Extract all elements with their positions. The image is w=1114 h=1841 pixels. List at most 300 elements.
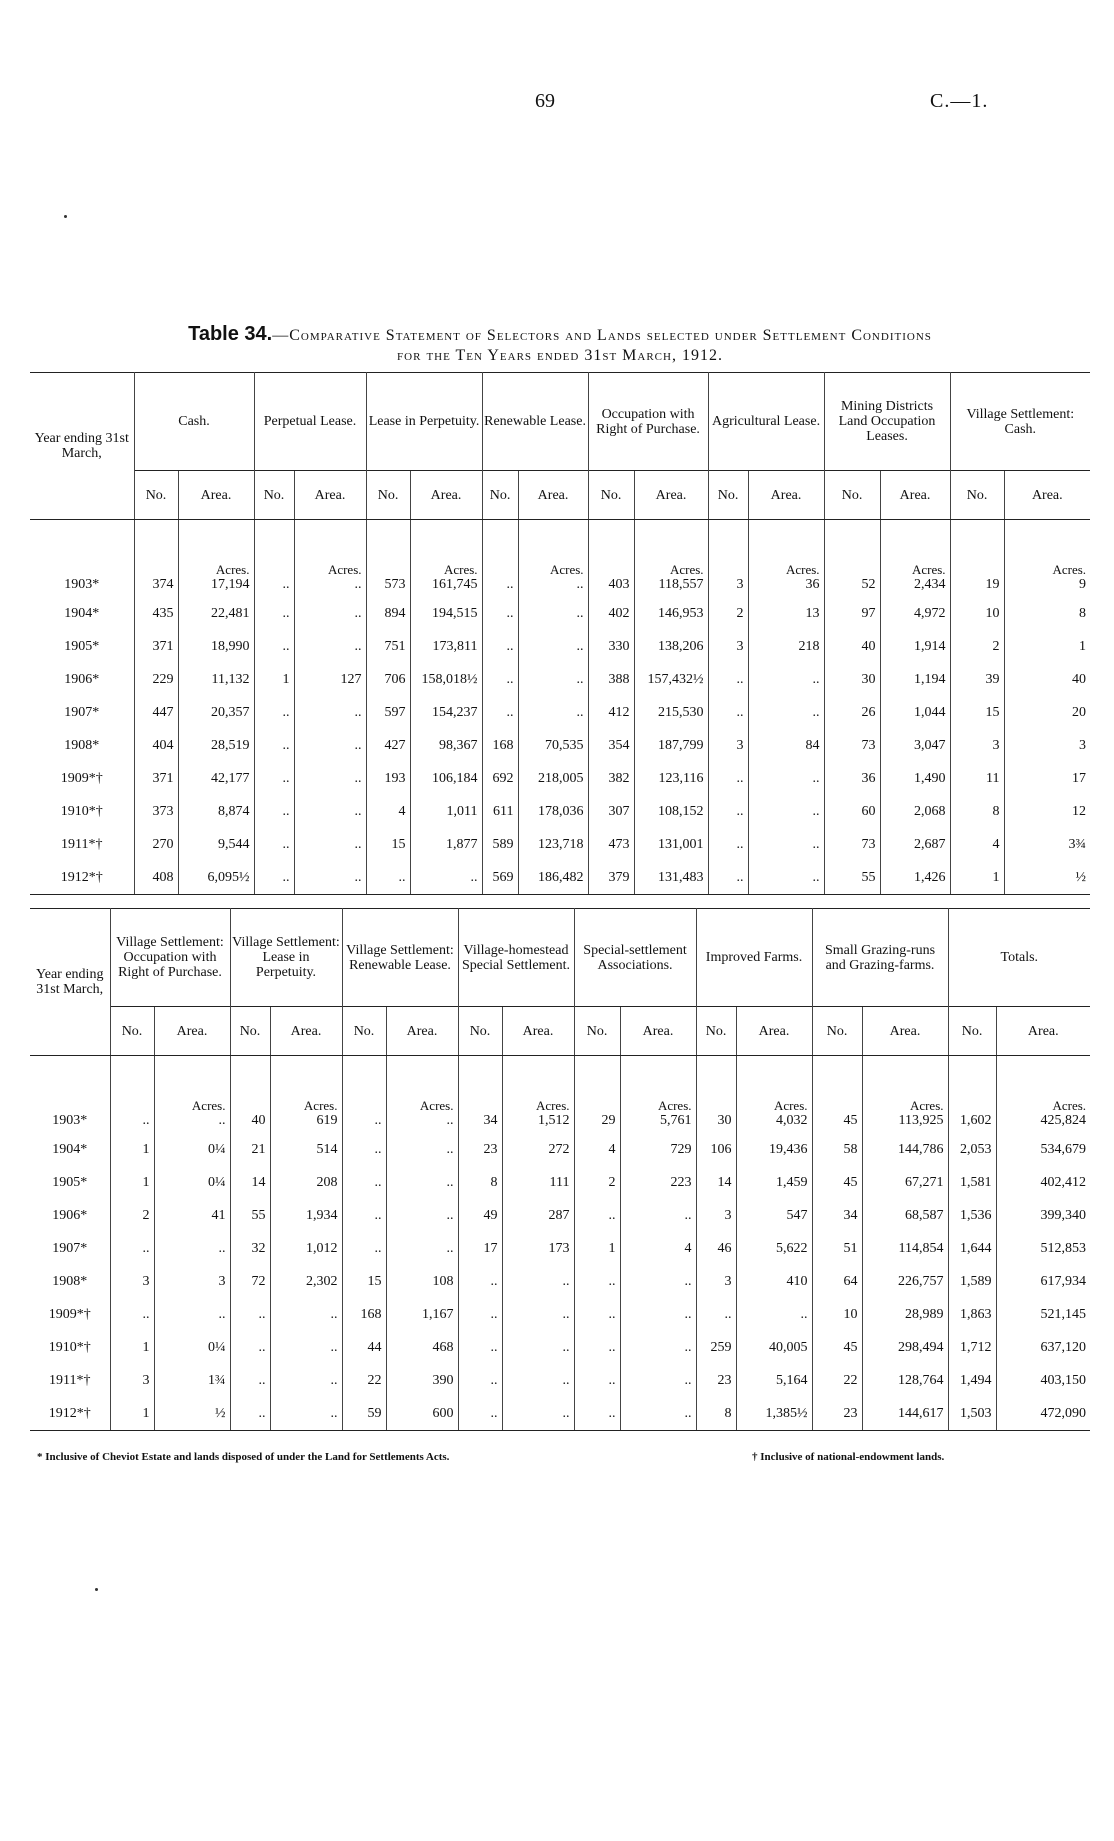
group-header: Special-settlement Associations. bbox=[574, 909, 696, 1007]
number-cell: 51 bbox=[812, 1232, 862, 1265]
number-cell: 270 bbox=[134, 828, 178, 861]
year-cell: 1908* bbox=[64, 737, 100, 753]
number-cell: .. bbox=[708, 663, 748, 696]
number-cell: 1,581 bbox=[948, 1166, 996, 1199]
area-cell: ½ bbox=[1004, 861, 1090, 895]
number-cell: 8 bbox=[458, 1166, 502, 1199]
number-cell: .. bbox=[574, 1331, 620, 1364]
number-cell: .. bbox=[708, 861, 748, 895]
acres-unit-label: Acres. bbox=[443, 562, 478, 577]
area-cell: 3 bbox=[1004, 729, 1090, 762]
group-header: Mining Districts Land Occupation Leases. bbox=[824, 373, 950, 471]
area-cell: 128,764 bbox=[862, 1364, 948, 1397]
area-value: 619 bbox=[316, 1113, 338, 1128]
area-cell: .. bbox=[294, 630, 366, 663]
area-cell: .. bbox=[518, 597, 588, 630]
year-column-header: Year ending 31st March, bbox=[30, 909, 110, 1056]
area-value: 36 bbox=[805, 577, 820, 592]
number-cell: 611 bbox=[482, 795, 518, 828]
table-body bbox=[30, 520, 1090, 895]
year-cell: 1909*† bbox=[48, 1306, 91, 1322]
area-cell: 1,459 bbox=[736, 1166, 812, 1199]
number-cell: 307 bbox=[588, 795, 634, 828]
area-cell: .. bbox=[270, 1364, 342, 1397]
area-cell: 514 bbox=[270, 1133, 342, 1166]
acres-unit-label: Acres. bbox=[535, 1098, 570, 1113]
number-cell: 8 bbox=[950, 795, 1004, 828]
number-cell: 3 bbox=[708, 553, 748, 597]
area-cell: .. bbox=[502, 1331, 574, 1364]
area-cell: .. bbox=[386, 1232, 458, 1265]
year-cell: 1911*† bbox=[61, 836, 103, 852]
year-cell: 1910*† bbox=[60, 803, 103, 819]
area-cell: 158,018½ bbox=[410, 663, 482, 696]
number-cell: 2 bbox=[574, 1166, 620, 1199]
area-column-header: Area. bbox=[294, 471, 366, 520]
area-value: .. bbox=[446, 1113, 454, 1128]
number-cell: .. bbox=[482, 630, 518, 663]
number-cell: 597 bbox=[366, 696, 410, 729]
year-cell: 1904* bbox=[64, 605, 100, 621]
group-header: Lease in Perpetuity. bbox=[366, 373, 482, 471]
number-cell: .. bbox=[110, 1232, 154, 1265]
area-cell: 1,012 bbox=[270, 1232, 342, 1265]
group-header: Renewable Lease. bbox=[482, 373, 588, 471]
number-cell: 408 bbox=[134, 861, 178, 895]
subheader-row bbox=[30, 1007, 1090, 1056]
table-body bbox=[30, 1056, 1090, 1431]
number-cell: 1 bbox=[110, 1397, 154, 1431]
area-cell: 3¾ bbox=[1004, 828, 1090, 861]
number-cell: .. bbox=[254, 828, 294, 861]
number-cell: .. bbox=[254, 597, 294, 630]
area-cell: .. bbox=[386, 1133, 458, 1166]
number-cell: 30 bbox=[824, 663, 880, 696]
area-cell: 111 bbox=[502, 1166, 574, 1199]
area-cell: 127 bbox=[294, 663, 366, 696]
area-cell: 108,152 bbox=[634, 795, 708, 828]
area-cell: 472,090 bbox=[996, 1397, 1090, 1431]
area-cell: 1,877 bbox=[410, 828, 482, 861]
group-header-row bbox=[30, 909, 1090, 1007]
area-cell: 521,145 bbox=[996, 1298, 1090, 1331]
table-row bbox=[30, 762, 1090, 795]
number-cell: 229 bbox=[134, 663, 178, 696]
number-cell: 23 bbox=[458, 1133, 502, 1166]
acres-unit-label: Acres. bbox=[303, 1098, 338, 1113]
area-column-header: Area. bbox=[736, 1007, 812, 1056]
number-cell: .. bbox=[696, 1298, 736, 1331]
area-cell: 402,412 bbox=[996, 1166, 1090, 1199]
number-cell: .. bbox=[574, 1364, 620, 1397]
number-cell: 894 bbox=[366, 597, 410, 630]
number-cell: .. bbox=[110, 1089, 154, 1133]
number-cell: 1 bbox=[110, 1133, 154, 1166]
area-cell: 40 bbox=[1004, 663, 1090, 696]
area-cell: 617,934 bbox=[996, 1265, 1090, 1298]
number-cell: 40 bbox=[824, 630, 880, 663]
group-header: Village-homestead Special Settlement. bbox=[458, 909, 574, 1007]
footnote-star: * Inclusive of Cheviot Estate and lands disposed of under the Land for Settlements Acts. bbox=[37, 1451, 450, 1463]
no-column-header: No. bbox=[950, 471, 1004, 520]
number-cell: .. bbox=[574, 1397, 620, 1431]
number-cell: 2 bbox=[708, 597, 748, 630]
number-cell: 1 bbox=[950, 861, 1004, 895]
acres-unit-label: Acres. bbox=[909, 1098, 944, 1113]
area-column-header: Area. bbox=[178, 471, 254, 520]
number-cell: 39 bbox=[950, 663, 1004, 696]
area-cell: 4,972 bbox=[880, 597, 950, 630]
area-value: 17,194 bbox=[211, 577, 250, 592]
number-cell: 1,863 bbox=[948, 1298, 996, 1331]
number-cell: 403 bbox=[588, 553, 634, 597]
number-cell: 44 bbox=[342, 1331, 386, 1364]
area-value: .. bbox=[218, 1113, 226, 1128]
area-cell: 5,622 bbox=[736, 1232, 812, 1265]
number-cell: 2,053 bbox=[948, 1133, 996, 1166]
table-title bbox=[30, 324, 1090, 366]
number-cell: 1 bbox=[110, 1166, 154, 1199]
group-header: Occupation with Right of Purchase. bbox=[588, 373, 708, 471]
number-cell: 26 bbox=[824, 696, 880, 729]
number-cell: 1,602 bbox=[948, 1089, 996, 1133]
acres-unit-label: Acres. bbox=[785, 562, 820, 577]
area-column-header: Area. bbox=[502, 1007, 574, 1056]
acres-unit-label: Acres. bbox=[657, 1098, 692, 1113]
number-cell: 3 bbox=[708, 630, 748, 663]
area-cell: 410 bbox=[736, 1265, 812, 1298]
number-cell: .. bbox=[230, 1298, 270, 1331]
area-cell: .. bbox=[154, 1232, 230, 1265]
number-cell: 447 bbox=[134, 696, 178, 729]
area-cell: 5,164 bbox=[736, 1364, 812, 1397]
number-cell: .. bbox=[342, 1089, 386, 1133]
number-cell: 3 bbox=[110, 1364, 154, 1397]
no-column-header: No. bbox=[230, 1007, 270, 1056]
area-cell: 226,757 bbox=[862, 1265, 948, 1298]
number-cell: 14 bbox=[230, 1166, 270, 1199]
area-cell: 157,432½ bbox=[634, 663, 708, 696]
area-cell: 68,587 bbox=[862, 1199, 948, 1232]
number-cell: 404 bbox=[134, 729, 178, 762]
area-value: 4,032 bbox=[776, 1113, 808, 1128]
number-cell: 97 bbox=[824, 597, 880, 630]
table-row bbox=[30, 663, 1090, 696]
number-cell: 40 bbox=[230, 1089, 270, 1133]
number-cell: 29 bbox=[574, 1089, 620, 1133]
number-cell: 73 bbox=[824, 729, 880, 762]
number-cell: 15 bbox=[366, 828, 410, 861]
number-cell: 373 bbox=[134, 795, 178, 828]
number-cell: 168 bbox=[482, 729, 518, 762]
area-cell: .. bbox=[386, 1166, 458, 1199]
number-cell: 14 bbox=[696, 1166, 736, 1199]
number-cell: 371 bbox=[134, 762, 178, 795]
group-header: Village Settlement: Lease in Perpetuity. bbox=[230, 909, 342, 1007]
number-cell: .. bbox=[254, 729, 294, 762]
number-cell: 3 bbox=[696, 1265, 736, 1298]
number-cell: .. bbox=[254, 861, 294, 895]
number-cell: 49 bbox=[458, 1199, 502, 1232]
number-cell: .. bbox=[254, 696, 294, 729]
table-row bbox=[30, 1298, 1090, 1331]
year-cell: 1905* bbox=[52, 1174, 88, 1190]
number-cell: 168 bbox=[342, 1298, 386, 1331]
area-cell: ½ bbox=[154, 1397, 230, 1431]
group-header-row bbox=[30, 373, 1090, 471]
year-cell: 1904* bbox=[52, 1141, 88, 1157]
table-row bbox=[30, 1265, 1090, 1298]
area-cell: 154,237 bbox=[410, 696, 482, 729]
area-cell: 287 bbox=[502, 1199, 574, 1232]
area-cell: 272 bbox=[502, 1133, 574, 1166]
number-cell: 10 bbox=[950, 597, 1004, 630]
number-cell: 64 bbox=[812, 1265, 862, 1298]
area-column-header: Area. bbox=[154, 1007, 230, 1056]
number-cell: .. bbox=[482, 696, 518, 729]
area-cell: 1,426 bbox=[880, 861, 950, 895]
area-cell: 28,519 bbox=[178, 729, 254, 762]
area-cell: .. bbox=[748, 696, 824, 729]
area-cell: 178,036 bbox=[518, 795, 588, 828]
acres-unit-label: Acres. bbox=[215, 562, 250, 577]
year-cell: 1907* bbox=[52, 1240, 88, 1256]
year-cell: 1910*† bbox=[48, 1339, 91, 1355]
footnote-dagger: † Inclusive of national-endowment lands. bbox=[752, 1451, 945, 1463]
area-cell: 41 bbox=[154, 1199, 230, 1232]
number-cell: .. bbox=[458, 1364, 502, 1397]
number-cell: 379 bbox=[588, 861, 634, 895]
area-cell bbox=[518, 553, 588, 597]
group-header: Village Settlement: Cash. bbox=[950, 373, 1090, 471]
number-cell: 193 bbox=[366, 762, 410, 795]
number-cell: .. bbox=[230, 1331, 270, 1364]
area-cell: 173 bbox=[502, 1232, 574, 1265]
number-cell: 1,536 bbox=[948, 1199, 996, 1232]
no-column-header: No. bbox=[254, 471, 294, 520]
acres-unit-label: Acres. bbox=[1052, 1098, 1087, 1113]
number-cell: 1 bbox=[254, 663, 294, 696]
number-cell: 17 bbox=[458, 1232, 502, 1265]
number-cell: 45 bbox=[812, 1331, 862, 1364]
number-cell: .. bbox=[574, 1199, 620, 1232]
area-cell: 4 bbox=[620, 1232, 696, 1265]
area-cell: 218 bbox=[748, 630, 824, 663]
area-cell: 144,786 bbox=[862, 1133, 948, 1166]
area-cell: 1,385½ bbox=[736, 1397, 812, 1431]
acres-unit-label: Acres. bbox=[669, 562, 704, 577]
area-cell: .. bbox=[748, 861, 824, 895]
area-cell bbox=[410, 553, 482, 597]
number-cell: 30 bbox=[696, 1089, 736, 1133]
number-cell: .. bbox=[230, 1364, 270, 1397]
area-cell: 40,005 bbox=[736, 1331, 812, 1364]
number-cell: 1,589 bbox=[948, 1265, 996, 1298]
number-cell: 354 bbox=[588, 729, 634, 762]
number-cell: 32 bbox=[230, 1232, 270, 1265]
table-row bbox=[30, 1199, 1090, 1232]
area-value: 118,557 bbox=[658, 577, 704, 592]
area-cell: .. bbox=[270, 1397, 342, 1431]
table-row bbox=[30, 1166, 1090, 1199]
table-row bbox=[30, 1133, 1090, 1166]
number-cell: 706 bbox=[366, 663, 410, 696]
area-cell: .. bbox=[294, 795, 366, 828]
area-cell: 390 bbox=[386, 1364, 458, 1397]
number-cell: 10 bbox=[812, 1298, 862, 1331]
no-column-header: No. bbox=[342, 1007, 386, 1056]
area-cell: 123,116 bbox=[634, 762, 708, 795]
no-column-header: No. bbox=[134, 471, 178, 520]
acres-unit-label: Acres. bbox=[773, 1098, 808, 1113]
area-cell: .. bbox=[620, 1298, 696, 1331]
area-cell: 1 bbox=[1004, 630, 1090, 663]
area-cell: 0¼ bbox=[154, 1133, 230, 1166]
area-column-header: Area. bbox=[270, 1007, 342, 1056]
area-cell bbox=[996, 1089, 1090, 1133]
number-cell: 11 bbox=[950, 762, 1004, 795]
area-cell: 1,914 bbox=[880, 630, 950, 663]
area-cell: 108 bbox=[386, 1265, 458, 1298]
area-cell: 600 bbox=[386, 1397, 458, 1431]
area-cell: .. bbox=[294, 696, 366, 729]
number-cell: .. bbox=[366, 861, 410, 895]
area-cell: 17 bbox=[1004, 762, 1090, 795]
spacer-row bbox=[30, 520, 1090, 554]
acres-unit-label: Acres. bbox=[327, 562, 362, 577]
number-cell: .. bbox=[110, 1298, 154, 1331]
number-cell: .. bbox=[342, 1199, 386, 1232]
area-cell: 468 bbox=[386, 1331, 458, 1364]
area-column-header: Area. bbox=[634, 471, 708, 520]
table-row bbox=[30, 828, 1090, 861]
number-cell: 23 bbox=[812, 1397, 862, 1431]
number-cell: 15 bbox=[950, 696, 1004, 729]
table-row bbox=[30, 1364, 1090, 1397]
number-cell: 8 bbox=[696, 1397, 736, 1431]
area-cell bbox=[862, 1089, 948, 1133]
area-cell: .. bbox=[502, 1265, 574, 1298]
year-cell: 1909*† bbox=[60, 770, 103, 786]
area-cell: .. bbox=[502, 1298, 574, 1331]
number-cell: .. bbox=[482, 597, 518, 630]
number-cell: 60 bbox=[824, 795, 880, 828]
area-value: 5,761 bbox=[660, 1113, 692, 1128]
area-cell: 18,990 bbox=[178, 630, 254, 663]
area-cell: 2,687 bbox=[880, 828, 950, 861]
area-cell: 144,617 bbox=[862, 1397, 948, 1431]
title-line-1: —Comparative Statement of Selectors and Lands selected under Settlement Conditions bbox=[272, 327, 932, 344]
number-cell: .. bbox=[458, 1331, 502, 1364]
area-cell: 3,047 bbox=[880, 729, 950, 762]
area-cell: 9,544 bbox=[178, 828, 254, 861]
table-row bbox=[30, 696, 1090, 729]
number-cell: 46 bbox=[696, 1232, 736, 1265]
area-cell: 12 bbox=[1004, 795, 1090, 828]
table-row bbox=[30, 1232, 1090, 1265]
number-cell: 330 bbox=[588, 630, 634, 663]
area-cell bbox=[502, 1089, 574, 1133]
no-column-header: No. bbox=[574, 1007, 620, 1056]
area-cell: 547 bbox=[736, 1199, 812, 1232]
table-row bbox=[30, 553, 1090, 597]
scan-speck bbox=[95, 1588, 98, 1591]
number-cell: .. bbox=[708, 795, 748, 828]
table-row bbox=[30, 1331, 1090, 1364]
group-header: Small Grazing-runs and Grazing-farms. bbox=[812, 909, 948, 1007]
number-cell: 4 bbox=[574, 1133, 620, 1166]
area-cell: 3 bbox=[154, 1265, 230, 1298]
year-cell: 1912*† bbox=[30, 1397, 110, 1431]
number-cell: 388 bbox=[588, 663, 634, 696]
scan-speck bbox=[64, 215, 67, 218]
area-cell: 1,934 bbox=[270, 1199, 342, 1232]
area-cell: 98,367 bbox=[410, 729, 482, 762]
area-cell bbox=[880, 553, 950, 597]
number-cell: 4 bbox=[950, 828, 1004, 861]
area-cell bbox=[270, 1089, 342, 1133]
number-cell: 371 bbox=[134, 630, 178, 663]
area-cell: .. bbox=[294, 597, 366, 630]
document-code: C.—1. bbox=[930, 90, 989, 112]
area-cell bbox=[294, 553, 366, 597]
area-cell bbox=[748, 553, 824, 597]
number-cell: .. bbox=[342, 1166, 386, 1199]
area-cell: 1,167 bbox=[386, 1298, 458, 1331]
number-cell: 73 bbox=[824, 828, 880, 861]
area-cell: 8 bbox=[1004, 597, 1090, 630]
group-header: Cash. bbox=[134, 373, 254, 471]
number-cell: .. bbox=[458, 1397, 502, 1431]
number-cell: 55 bbox=[824, 861, 880, 895]
number-cell: .. bbox=[708, 696, 748, 729]
area-cell: .. bbox=[518, 630, 588, 663]
area-cell: .. bbox=[294, 828, 366, 861]
acres-unit-label: Acres. bbox=[549, 562, 584, 577]
number-cell: 751 bbox=[366, 630, 410, 663]
area-cell: 637,120 bbox=[996, 1331, 1090, 1364]
area-column-header: Area. bbox=[748, 471, 824, 520]
area-cell: 20 bbox=[1004, 696, 1090, 729]
area-cell: .. bbox=[410, 861, 482, 895]
area-cell: 1¾ bbox=[154, 1364, 230, 1397]
area-column-header: Area. bbox=[1004, 471, 1090, 520]
table-row bbox=[30, 795, 1090, 828]
area-cell bbox=[1004, 553, 1090, 597]
number-cell: 4 bbox=[366, 795, 410, 828]
year-column-header: Year ending 31st March, bbox=[30, 373, 134, 520]
number-cell: 402 bbox=[588, 597, 634, 630]
area-column-header: Area. bbox=[410, 471, 482, 520]
number-cell: 1 bbox=[574, 1232, 620, 1265]
area-cell: 20,357 bbox=[178, 696, 254, 729]
area-cell: 186,482 bbox=[518, 861, 588, 895]
area-cell: 8,874 bbox=[178, 795, 254, 828]
area-cell: .. bbox=[748, 795, 824, 828]
number-cell: 3 bbox=[950, 729, 1004, 762]
area-cell: 1,194 bbox=[880, 663, 950, 696]
area-cell: 19,436 bbox=[736, 1133, 812, 1166]
number-cell: .. bbox=[708, 828, 748, 861]
area-cell: 106,184 bbox=[410, 762, 482, 795]
number-cell: 382 bbox=[588, 762, 634, 795]
number-cell: 1,644 bbox=[948, 1232, 996, 1265]
area-cell: 194,515 bbox=[410, 597, 482, 630]
number-cell: .. bbox=[482, 553, 518, 597]
acres-unit-label: Acres. bbox=[1052, 562, 1087, 577]
group-header: Village Settlement: Renewable Lease. bbox=[342, 909, 458, 1007]
number-cell: .. bbox=[458, 1265, 502, 1298]
